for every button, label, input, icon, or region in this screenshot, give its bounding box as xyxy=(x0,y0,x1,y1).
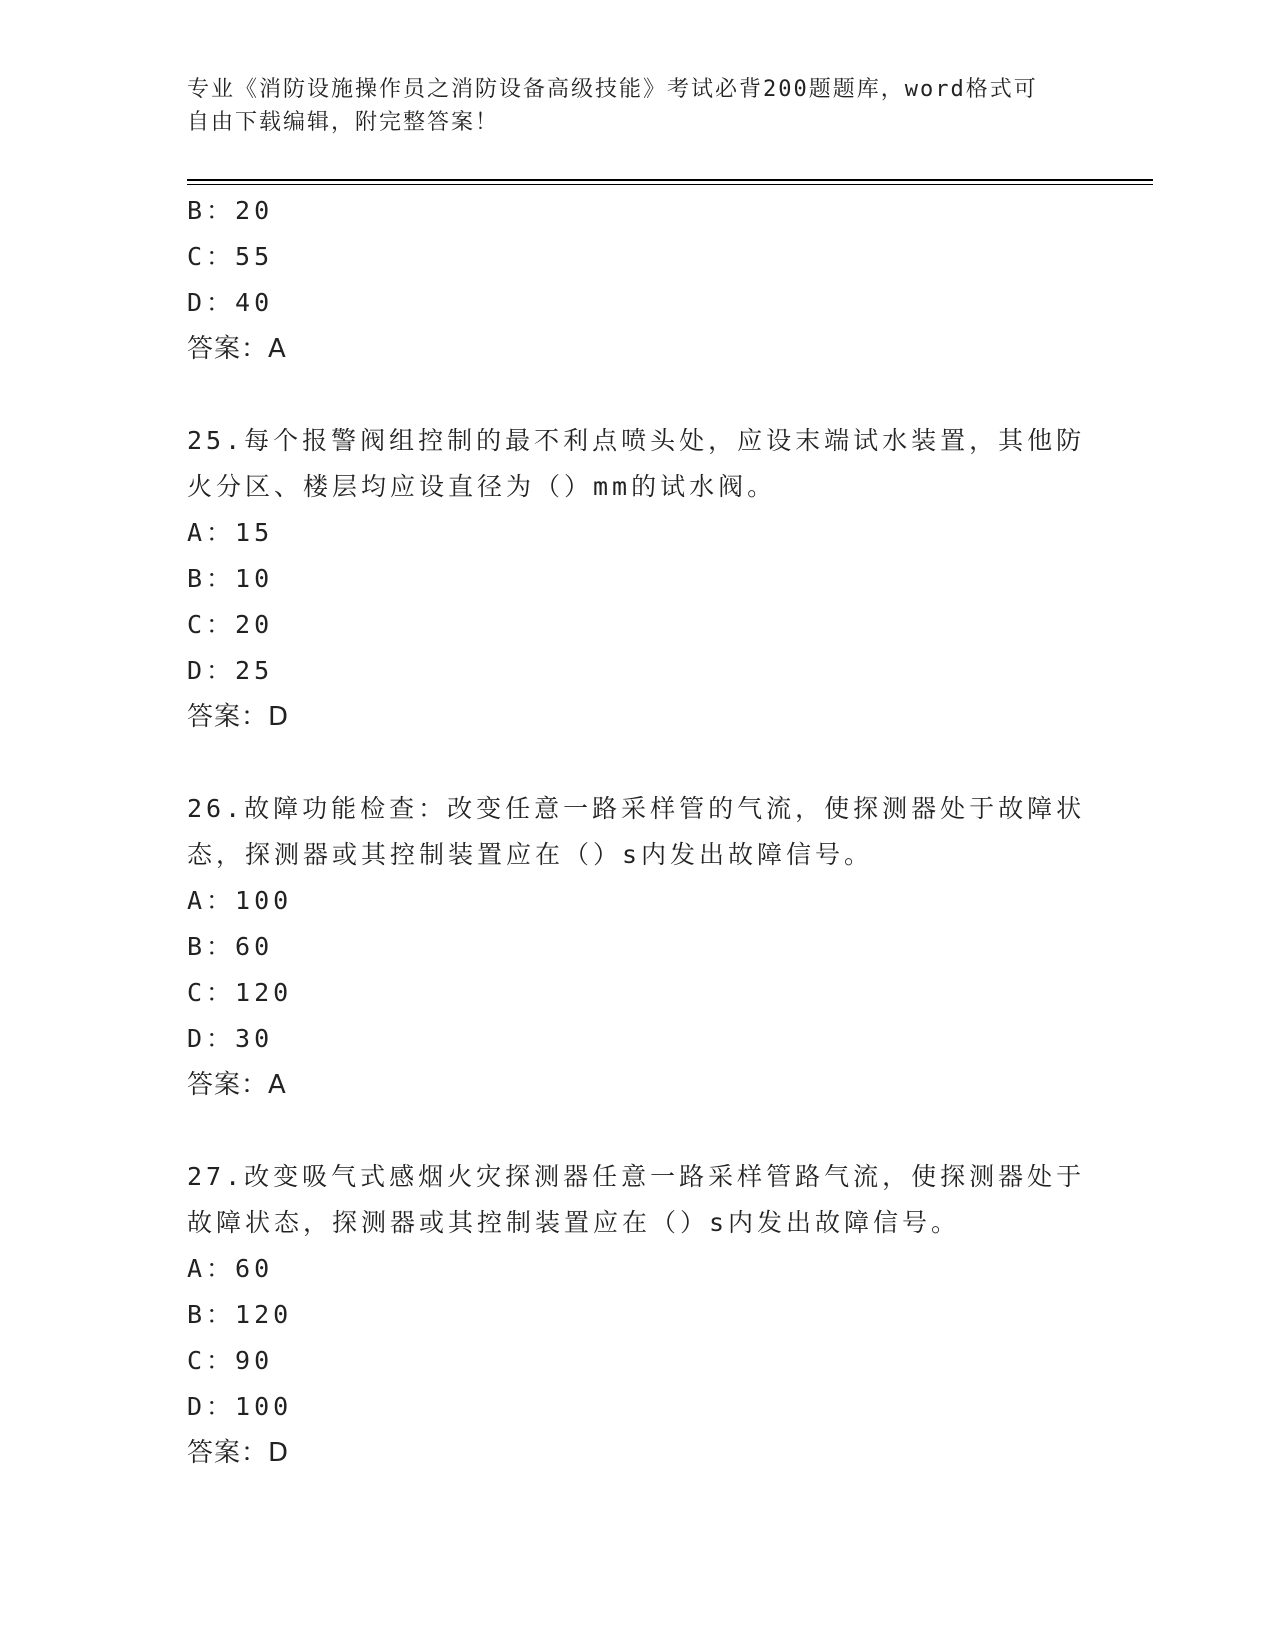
answer: 答案：D xyxy=(187,702,290,732)
question-26 xyxy=(187,786,1087,1108)
document-header xyxy=(187,73,1067,139)
spacer xyxy=(187,372,1087,418)
option-d: D：100 xyxy=(187,1392,293,1421)
previous-question-tail xyxy=(187,188,1087,372)
option-c: C：55 xyxy=(187,242,274,271)
question-list xyxy=(187,188,1087,1476)
header-rule-thin xyxy=(187,184,1153,185)
option-d: D：30 xyxy=(187,1024,274,1053)
option-a: A：60 xyxy=(187,1254,274,1283)
option-c: C：90 xyxy=(187,1346,274,1375)
option-c: C：120 xyxy=(187,978,293,1007)
header-line-1: 专业《消防设施操作员之消防设备高级技能》考试必背200题题库，word格式可 xyxy=(187,77,1038,102)
question-text-line-1: 25.每个报警阀组控制的最不利点喷头处，应设末端试水装置，其他防 xyxy=(187,426,1086,455)
header-rule-thick xyxy=(187,179,1153,181)
answer: 答案：A xyxy=(187,1070,287,1100)
answer: 答案：A xyxy=(187,334,287,364)
spacer xyxy=(187,740,1087,786)
question-text-line-2: 态，探测器或其控制装置应在（）s内发出故障信号。 xyxy=(187,840,874,869)
question-text-line-2: 故障状态，探测器或其控制装置应在（）s内发出故障信号。 xyxy=(187,1208,961,1237)
option-b: B：10 xyxy=(187,564,274,593)
answer: 答案：D xyxy=(187,1438,290,1468)
header-line-2: 自由下载编辑，附完整答案！ xyxy=(187,110,500,135)
option-c: C：20 xyxy=(187,610,274,639)
option-b: B：60 xyxy=(187,932,274,961)
question-25 xyxy=(187,418,1087,740)
question-text-line-2: 火分区、楼层均应设直径为（）mm的试水阀。 xyxy=(187,472,777,501)
option-a: A：100 xyxy=(187,886,293,915)
spacer xyxy=(187,1108,1087,1154)
option-d: D：40 xyxy=(187,288,274,317)
option-b: B：120 xyxy=(187,1300,293,1329)
question-text-line-1: 27.改变吸气式感烟火灾探测器任意一路采样管路气流，使探测器处于 xyxy=(187,1162,1086,1191)
option-a: A：15 xyxy=(187,518,274,547)
question-text-line-1: 26.故障功能检查：改变任意一路采样管的气流，使探测器处于故障状 xyxy=(187,794,1086,823)
option-d: D：25 xyxy=(187,656,274,685)
option-b: B：20 xyxy=(187,196,274,225)
question-27 xyxy=(187,1154,1087,1476)
